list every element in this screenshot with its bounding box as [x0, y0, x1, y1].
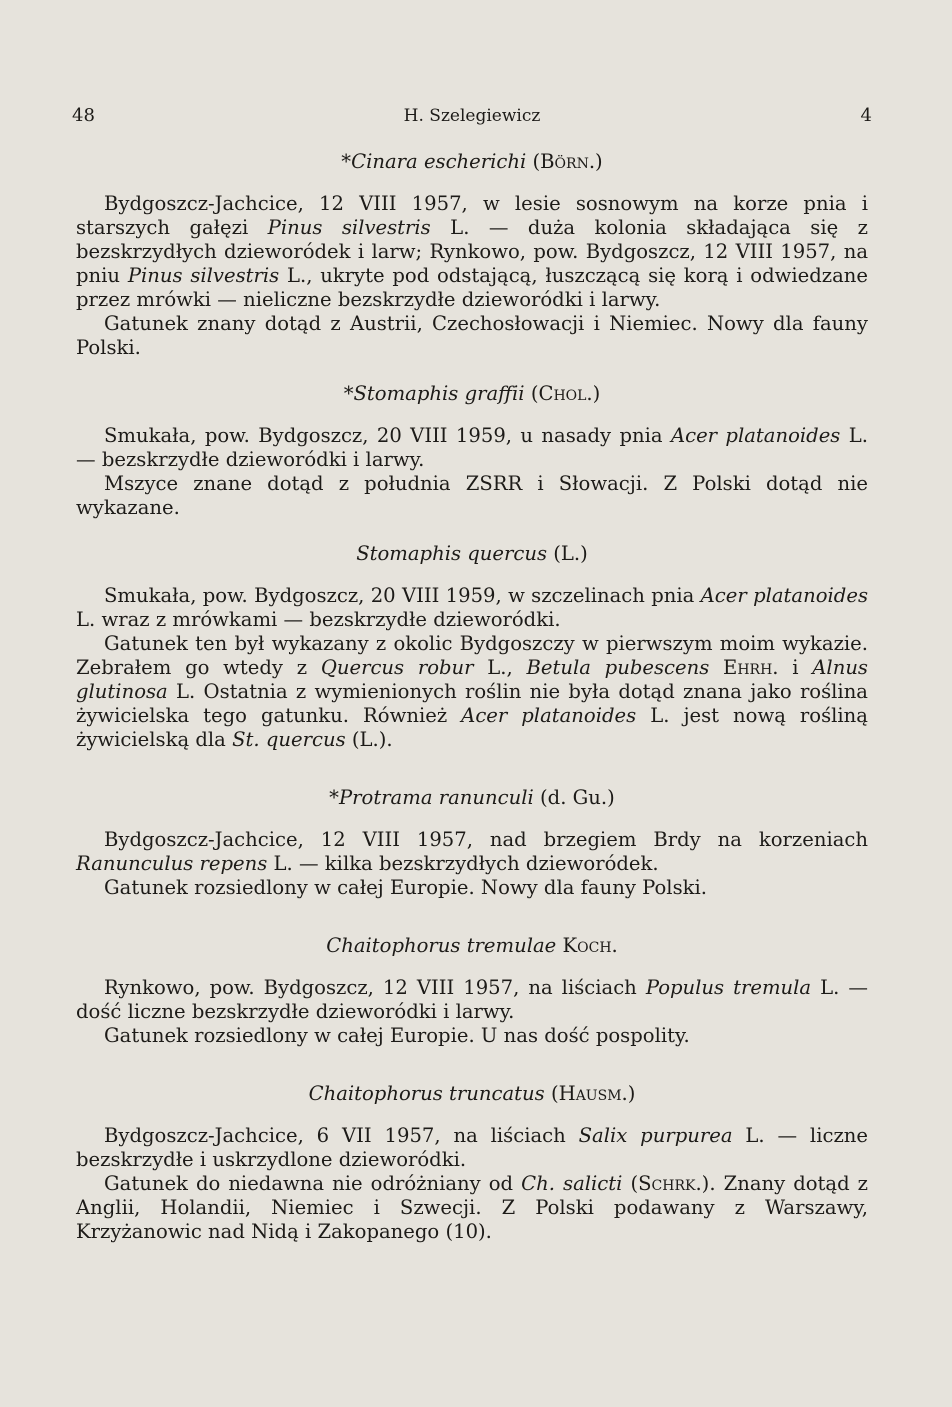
- paragraph: [76, 1124, 868, 1172]
- text-run: L.,: [473, 656, 527, 679]
- text-run: i: [778, 656, 813, 679]
- genus-name: Protrama: [338, 786, 433, 809]
- text-run: L. — liczne bezskrzydłe i uskrzydlone dzieworódki.: [76, 1124, 868, 1171]
- main-text: [76, 150, 868, 1266]
- text-run: Bydgoszcz-Jachcice, 6 VII 1957, na liściach: [104, 1124, 579, 1147]
- italic-taxon: Acer platanoides: [461, 704, 637, 727]
- species-author: (Chol.): [530, 382, 601, 405]
- issue-number: 4: [860, 105, 872, 126]
- species-name: escherichi: [423, 150, 527, 173]
- italic-taxon: Pinus silvestris: [267, 216, 431, 239]
- italic-taxon: Alnus glutinosa: [76, 656, 868, 703]
- species-heading: [76, 542, 868, 566]
- species-author: (Börn.): [532, 150, 603, 173]
- species-heading: [76, 934, 868, 958]
- genus-name: Chaitophorus: [308, 1082, 443, 1105]
- species-name: tremulae: [466, 934, 557, 957]
- text-run: Bydgoszcz-Jachcice, 12 VIII 1957, w lesie sosnowym na korze pnia i starszych gałęzi: [76, 192, 868, 239]
- paragraph: [76, 976, 868, 1024]
- text-run: Znany dotąd z Anglii, Holandii, Niemiec i Szwecji. Z Polski podawany z Warszawy, Krzyżanowic nad Nidą i Zakopanego (10).: [76, 1172, 869, 1243]
- text-run: L. jest nową rośliną żywicielską dla: [76, 704, 868, 751]
- text-run: Rynkowo, pow. Bydgoszcz, 12 VIII 1957, na liściach: [104, 976, 646, 999]
- paragraph: Gatunek rozsiedlony w całej Europie. Nowy dla fauny Polski.: [104, 876, 707, 899]
- species-heading: [76, 1082, 868, 1106]
- taxon-author: (Schrk.).: [630, 1172, 716, 1195]
- species-section: [76, 786, 868, 900]
- italic-taxon: Salix purpurea: [578, 1124, 733, 1147]
- species-section: [76, 382, 868, 520]
- paragraph: [76, 192, 868, 312]
- paragraph: Gatunek rozsiedlony w całej Europie. U nas dość pospolity.: [104, 1024, 690, 1047]
- text-run: Bydgoszcz-Jachcice, 12 VIII 1957, nad brzegiem Brdy na korzeniach: [104, 828, 868, 851]
- italic-taxon: Betula pubescens: [526, 656, 710, 679]
- italic-taxon: Quercus robur: [320, 656, 474, 679]
- text-run: L. Ostatnia z wymienionych roślin nie była dotąd znana jako roślina żywicielska tego gatunku. Również: [76, 680, 868, 727]
- paragraph: Gatunek znany dotąd z Austrii, Czechosłowacji i Niemiec. Nowy dla fauny Polski.: [76, 312, 868, 359]
- species-section: [76, 1082, 868, 1244]
- species-section: [76, 542, 868, 752]
- paragraph: [76, 584, 868, 632]
- page-number: 48: [72, 105, 95, 126]
- species-heading: [76, 382, 868, 406]
- text-run: Gatunek do niedawna nie odróżniany od: [104, 1172, 522, 1195]
- text-run: L., ukryte pod odstającą, łuszczącą się korą i odwiedzane przez mrówki — nieliczne bezskrzydłe dzieworódki i larwy.: [76, 264, 869, 311]
- italic-taxon: Populus tremula: [645, 976, 812, 999]
- italic-taxon: Acer platanoides: [700, 584, 868, 607]
- species-author: (L.): [553, 542, 588, 565]
- paragraph: [76, 1172, 868, 1244]
- text-run: Smukała, pow. Bydgoszcz, 20 VIII 1959, w szczelinach pnia: [104, 584, 701, 607]
- paragraph: [76, 828, 868, 876]
- text-run: L. — kilka bezskrzydłych dzieworódek.: [267, 852, 659, 875]
- paragraph: [76, 424, 868, 472]
- heading-star: *: [329, 786, 339, 809]
- italic-taxon: Acer platanoides: [670, 424, 841, 447]
- species-section: [76, 934, 868, 1048]
- italic-taxon: St. quercus: [232, 728, 346, 751]
- paragraph: Mszyce znane dotąd z południa ZSRR i Słowacji. Z Polski dotąd nie wykazane.: [76, 472, 868, 519]
- italic-taxon: Ranunculus repens: [76, 852, 268, 875]
- species-name: graffii: [464, 382, 525, 405]
- genus-name: Cinara: [351, 150, 418, 173]
- running-title: H. Szelegiewicz: [403, 106, 541, 126]
- species-name: quercus: [467, 542, 548, 565]
- species-heading: [76, 150, 868, 174]
- species-name: truncatus: [449, 1082, 545, 1105]
- text-run: L. — dość liczne bezskrzydłe dzieworódki i larwy.: [76, 976, 868, 1023]
- genus-name: Chaitophorus: [326, 934, 461, 957]
- genus-name: Stomaphis: [356, 542, 462, 565]
- text-run: Gatunek ten był wykazany z okolic Bydgoszczy w pierwszym moim wykazie. Zebrałem go wtedy z: [76, 632, 868, 679]
- text-run: L. — duża kolonia składająca się z bezskrzydłych dzieworódek i larw; Rynkowo, pow. Bydgoszcz, 12 VIII 1957, na pniu: [76, 216, 868, 287]
- running-header: [72, 100, 872, 132]
- heading-star: *: [343, 382, 354, 405]
- species-name: ranunculi: [438, 786, 534, 809]
- species-author: (Hausm.): [550, 1082, 636, 1105]
- text-run: L. — bezskrzydłe dzieworódki i larwy.: [76, 424, 868, 471]
- paragraph: [76, 632, 868, 752]
- italic-taxon: Pinus silvestris: [127, 264, 280, 287]
- species-section: [76, 150, 868, 360]
- genus-name: Stomaphis: [353, 382, 459, 405]
- text-run: Smukała, pow. Bydgoszcz, 20 VIII 1959, u nasady pnia: [104, 424, 671, 447]
- species-author: Koch.: [562, 934, 618, 957]
- italic-taxon: Ch. salicti: [521, 1172, 623, 1195]
- heading-star: *: [341, 150, 352, 173]
- species-heading: [76, 786, 868, 810]
- taxon-author: Ehrh.: [723, 656, 779, 679]
- species-author: (d. Gu.): [540, 786, 615, 809]
- text-run: (L.).: [345, 728, 393, 751]
- text-run: L. wraz z mrówkami — bezskrzydłe dzieworódki.: [76, 608, 561, 631]
